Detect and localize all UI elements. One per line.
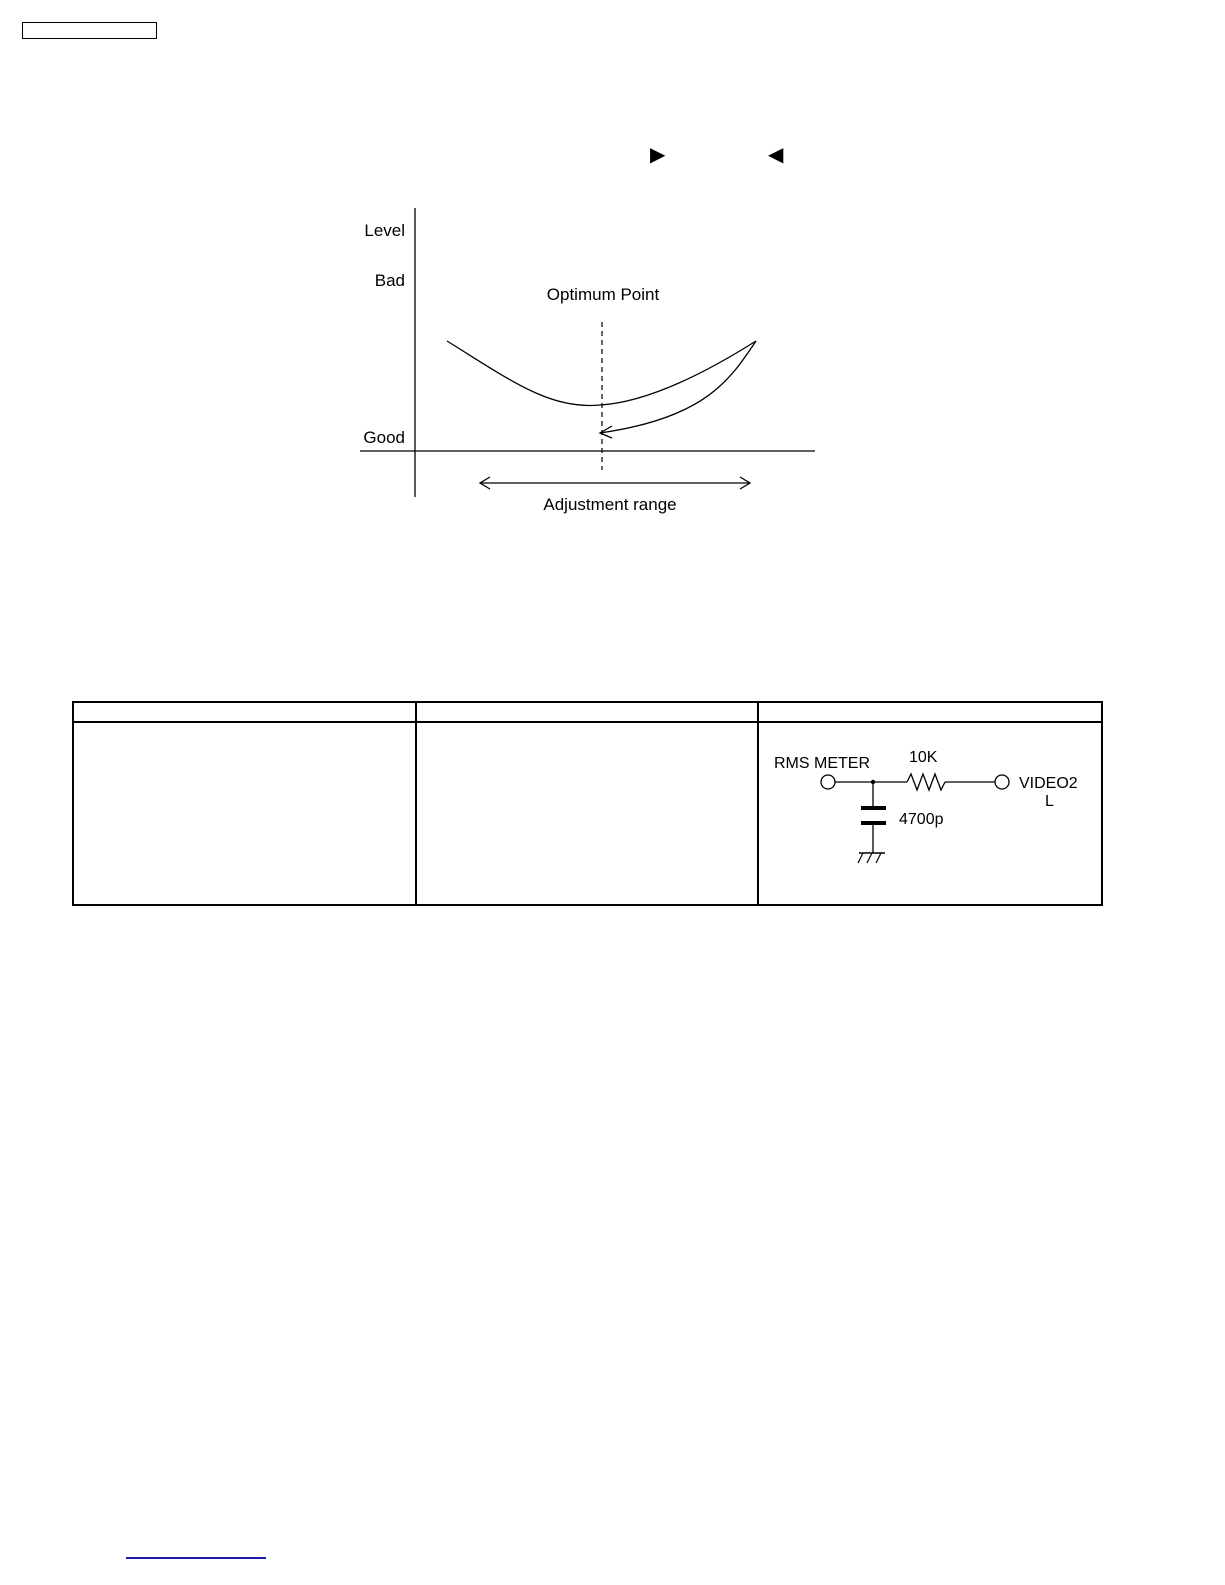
- capacitor-label: 4700p: [899, 811, 944, 828]
- resistor-label: 10K: [909, 749, 938, 766]
- circuit-cell: [758, 722, 1102, 905]
- table-header-cell: [73, 702, 416, 722]
- table-header-cell: [758, 702, 1102, 722]
- y-axis-label: Level: [364, 221, 405, 240]
- triangle-right-icon: ▶: [650, 144, 666, 166]
- spec-table: [72, 701, 1103, 906]
- ground-hatch: [876, 853, 881, 863]
- table-header-row: [73, 702, 1102, 722]
- meter-terminal: [821, 775, 835, 789]
- good-label: Good: [363, 428, 405, 447]
- bad-label: Bad: [374, 271, 405, 290]
- ground-hatch: [858, 853, 863, 863]
- test-circuit-diagram: [769, 738, 1094, 878]
- table-cell: [416, 722, 758, 905]
- rms-meter-label: RMS METER: [774, 755, 870, 772]
- terminal-label: VIDEO2: [1019, 775, 1078, 792]
- table-row: [73, 722, 1102, 905]
- adjustment-range-label: Adjustment range: [543, 495, 677, 514]
- video-terminal: [995, 775, 1009, 789]
- optimum-point-label: Optimum Point: [546, 285, 660, 304]
- triangle-left-icon: ◀: [768, 144, 784, 166]
- header-box: [22, 22, 157, 39]
- terminal-sub-label: L: [1045, 793, 1054, 810]
- table-cell: [73, 722, 416, 905]
- resistor-symbol: [907, 774, 945, 790]
- ground-hatch: [867, 853, 872, 863]
- table-header-cell: [416, 702, 758, 722]
- adjustment-graph: [350, 200, 820, 520]
- footer-link-underline[interactable]: [126, 1557, 266, 1559]
